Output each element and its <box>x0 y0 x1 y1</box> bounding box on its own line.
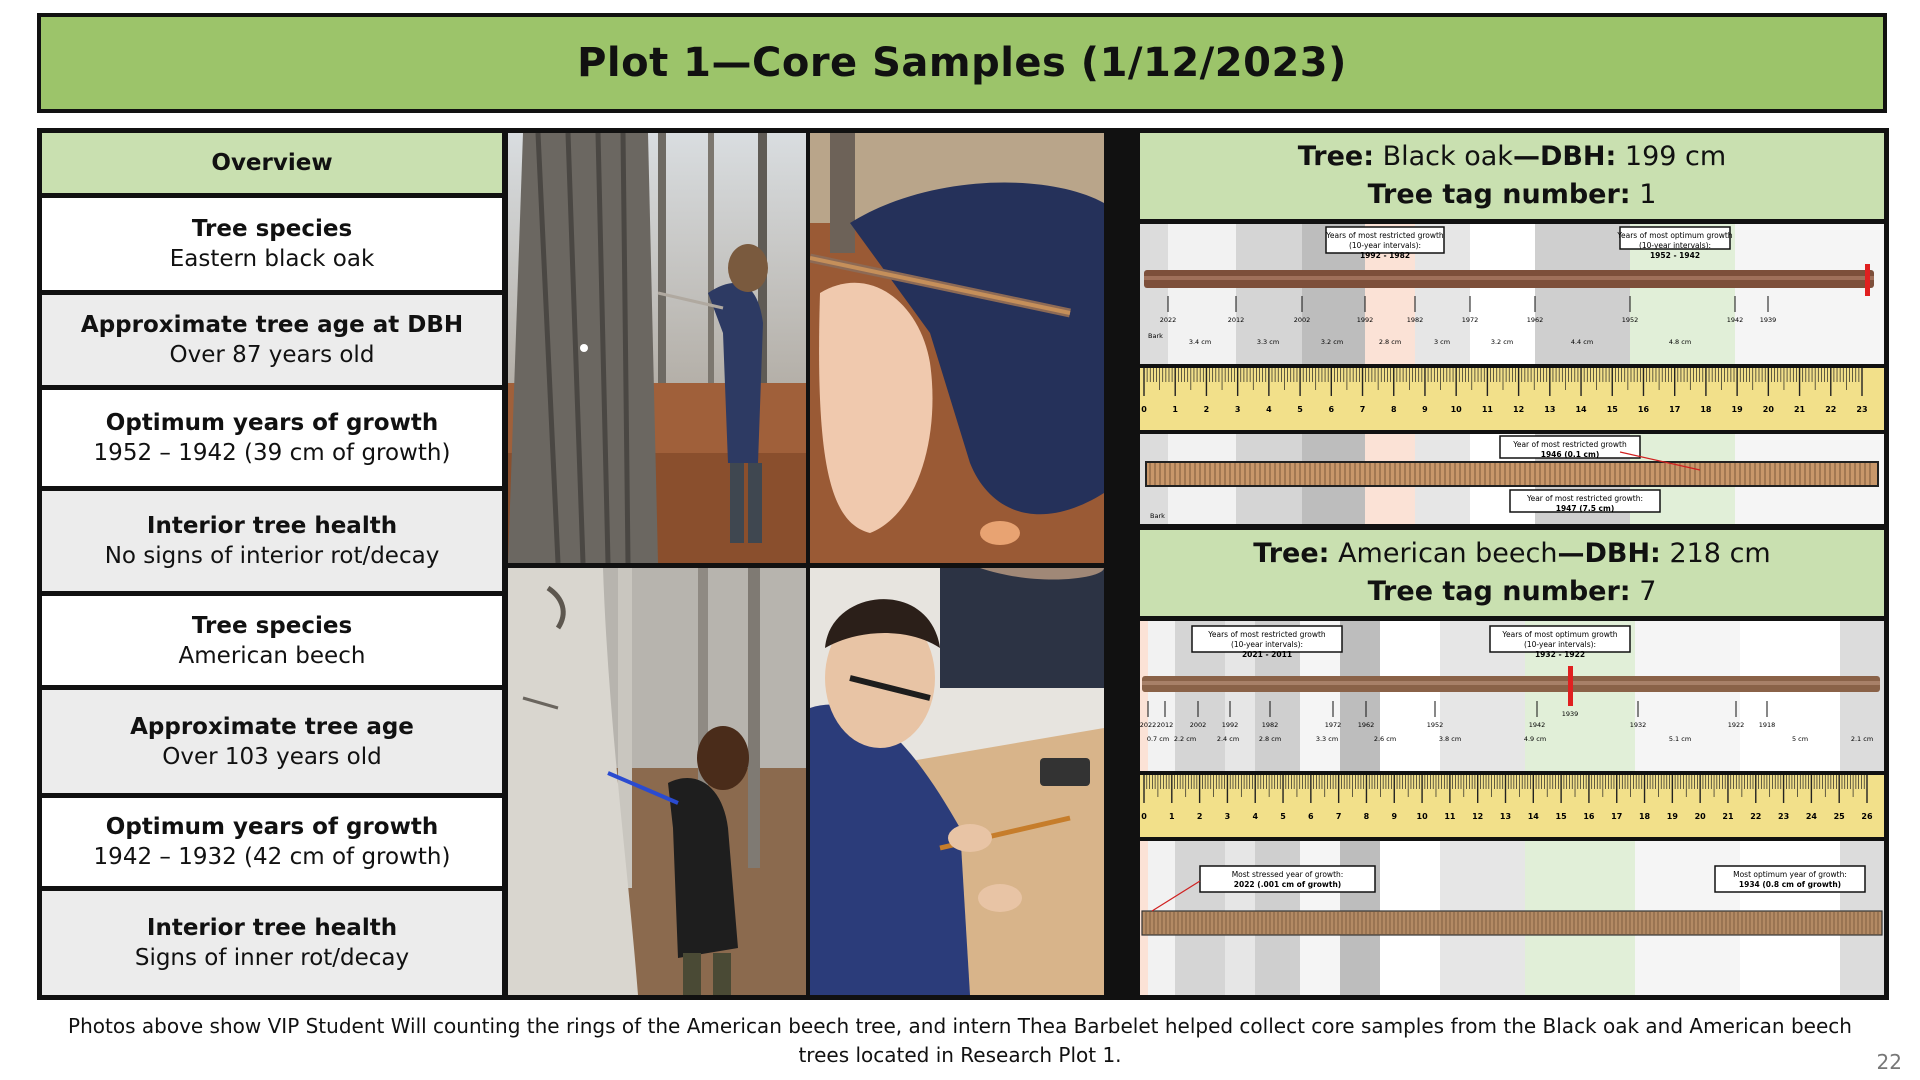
year-label: 2002 <box>1293 316 1311 324</box>
label-text: 1932 - 1922 <box>1534 650 1586 659</box>
bark-label: Bark <box>1148 332 1163 340</box>
ruler-label: 11 <box>1444 812 1456 821</box>
page-title: Plot 1—Core Samples (1/12/2023) <box>577 40 1347 86</box>
overview-row <box>42 690 502 793</box>
year-label: 1942 <box>1726 316 1744 324</box>
ruler-label: 13 <box>1544 405 1556 414</box>
ruler-label: 5 <box>1297 405 1303 414</box>
ruler-label: 8 <box>1390 405 1397 414</box>
overview-row <box>42 198 502 290</box>
tree-label: Tree: <box>1253 538 1330 569</box>
year-label: 1982 <box>1406 316 1424 324</box>
ruler-label: 3 <box>1234 405 1241 414</box>
ruler-label: 22 <box>1750 812 1762 821</box>
row-value: 1942 – 1932 (42 cm of growth) <box>93 844 451 870</box>
tree2-core-diagram <box>1140 621 1884 771</box>
dbh-value: 199 cm <box>1624 141 1727 172</box>
year-label: 1942 <box>1528 721 1546 729</box>
interval-band <box>1340 621 1380 771</box>
tree-species: American beech <box>1338 538 1558 569</box>
interval-width: 2.8 cm <box>1258 735 1282 743</box>
overview-heading: Overview <box>42 133 502 193</box>
ruler-label: 14 <box>1575 405 1587 414</box>
dbh-label: —DBH: <box>1557 538 1661 569</box>
overview-row <box>42 596 502 685</box>
interval-width: 2.2 cm <box>1173 735 1197 743</box>
row-value: Signs of inner rot/decay <box>134 945 410 971</box>
ruler-label: 7 <box>1359 405 1366 414</box>
year-label: 2022 <box>1140 721 1157 729</box>
row-label: Tree species <box>191 216 353 242</box>
ruler-label: 12 <box>1513 405 1525 414</box>
tree2-tag <box>1368 573 1657 611</box>
row-label: Optimum years of growth <box>105 410 439 436</box>
ruler-label: 16 <box>1637 405 1650 414</box>
label-text: 1947 (7.5 cm) <box>1555 504 1615 513</box>
marker-1939 <box>1568 666 1573 706</box>
year-label: 2012 <box>1227 316 1245 324</box>
ruler-label: 17 <box>1611 812 1623 821</box>
tree1-core-diagram <box>1140 224 1884 364</box>
year-label: 2002 <box>1189 721 1207 729</box>
row-label: Approximate tree age at DBH <box>80 312 464 338</box>
ruler-label: 18 <box>1638 812 1651 821</box>
year-label: 1922 <box>1727 721 1745 729</box>
ruler-label: 25 <box>1833 812 1845 821</box>
interval-width: 3.2 cm <box>1490 338 1514 346</box>
overview-row <box>42 798 502 886</box>
photo-beech-coring <box>508 568 806 995</box>
optimum-year-box <box>1715 866 1865 892</box>
ruler-label: 6 <box>1328 405 1335 414</box>
label-text: Most optimum year of growth: <box>1733 870 1847 879</box>
ruler-label: 21 <box>1793 405 1806 414</box>
row-label: Tree species <box>191 612 353 639</box>
row-value: Eastern black oak <box>169 246 375 272</box>
page-number: 22 <box>1876 1050 1902 1074</box>
overview-row <box>42 891 502 995</box>
label-text: Years of most restricted growth <box>1208 630 1326 639</box>
interval-width: 4.4 cm <box>1570 338 1594 346</box>
interval-band <box>1140 224 1168 364</box>
tree2-title <box>1253 535 1770 573</box>
ruler-label: 26 <box>1861 812 1873 821</box>
photo-black-oak-coring <box>508 133 806 563</box>
year-label: 1952 <box>1621 316 1639 324</box>
interval-band <box>1740 621 1840 771</box>
label-text: 2021 - 2011 <box>1241 650 1293 659</box>
year-label: 1972 <box>1324 721 1342 729</box>
ruler-label: 24 <box>1805 812 1817 821</box>
tree1-title <box>1298 138 1726 176</box>
stressed-year-box <box>1200 866 1375 892</box>
title-bar <box>37 13 1887 113</box>
ruler-label: 4 <box>1266 405 1272 414</box>
tree1-tag <box>1368 176 1657 214</box>
dbh-label: —DBH: <box>1512 141 1617 172</box>
year-label: 1972 <box>1461 316 1479 324</box>
core-sample-grain <box>1142 681 1880 685</box>
label-text: 1952 - 1942 <box>1649 251 1701 260</box>
interval-band <box>1635 621 1740 771</box>
year-label: 1918 <box>1758 721 1776 729</box>
interval-band <box>1148 621 1175 771</box>
main-frame <box>37 128 1889 1000</box>
interval-band <box>1380 621 1440 771</box>
row-value: Over 87 years old <box>169 342 375 368</box>
ruler-label: 13 <box>1499 812 1512 821</box>
ruler-label: 19 <box>1666 812 1678 821</box>
label-text: Years of most restricted growth <box>1326 231 1444 240</box>
interval-width: 2.6 cm <box>1373 735 1397 743</box>
ruler-label: 6 <box>1308 812 1314 821</box>
interval-band <box>1735 224 1884 364</box>
year-label: 2022 <box>1159 316 1177 324</box>
restricted-year-box-2 <box>1510 490 1660 513</box>
year-label: 1932 <box>1629 721 1647 729</box>
interval-width: 3.4 cm <box>1188 338 1212 346</box>
tag-value: 1 <box>1639 179 1657 210</box>
label-text: Year of most restricted growth: <box>1527 494 1643 503</box>
tree2-ring-diagram <box>1140 841 1884 995</box>
ruler-label: 9 <box>1422 405 1428 414</box>
tree2-ruler <box>1140 775 1884 837</box>
interval-band <box>1140 621 1148 771</box>
ruler-label: 15 <box>1555 812 1567 821</box>
ruler-label: 21 <box>1722 812 1734 821</box>
tree-label: Tree: <box>1297 141 1374 172</box>
interval-width: 2.8 cm <box>1378 338 1402 346</box>
ruler-label: 8 <box>1363 812 1370 821</box>
row-label: Approximate tree age <box>130 713 414 740</box>
ruler-label: 0 <box>1141 405 1147 414</box>
ruler-label: 10 <box>1416 812 1428 821</box>
label-text: 2022 (.001 cm of growth) <box>1233 880 1342 889</box>
ruler-label: 23 <box>1856 405 1868 414</box>
ruler-label: 16 <box>1583 812 1595 821</box>
interval-width: 0.7 cm <box>1146 735 1170 743</box>
photo-core-closeup <box>810 133 1104 563</box>
label-text: Years of most optimum growth <box>1617 231 1733 240</box>
label-text: (10-year intervals): <box>1348 241 1422 250</box>
interval-width: 3 cm <box>1433 338 1451 346</box>
label-text: 1992 - 1982 <box>1359 251 1411 260</box>
row-label: Interior tree health <box>146 513 398 539</box>
dbh-value: 218 cm <box>1669 538 1771 569</box>
ruler-label: 11 <box>1481 405 1493 414</box>
ruler-label: 23 <box>1778 812 1790 821</box>
label-text: (10-year intervals): <box>1638 241 1712 250</box>
row-value: American beech <box>178 642 366 669</box>
ruler-label: 10 <box>1450 405 1462 414</box>
photo-counting-rings <box>810 568 1104 995</box>
year-label: 1992 <box>1221 721 1239 729</box>
label-text: 1946 (0.1 cm) <box>1540 450 1600 459</box>
ruler-label: 2 <box>1203 405 1210 414</box>
row-label: Interior tree health <box>146 915 398 941</box>
ruler-label: 22 <box>1825 405 1837 414</box>
year-label: 1982 <box>1261 721 1279 729</box>
overview-row <box>42 295 502 385</box>
year-label: 1962 <box>1357 721 1375 729</box>
overview-row <box>42 491 502 591</box>
ruler-label: 15 <box>1606 405 1618 414</box>
ruler-label: 12 <box>1472 812 1484 821</box>
interval-band <box>1840 621 1884 771</box>
ruler-label: 1 <box>1169 812 1175 821</box>
tag-value: 7 <box>1639 576 1657 607</box>
tree1-header <box>1140 133 1884 219</box>
caption: Photos above show VIP Student Will counting the rings of the American beech tree, and intern Thea Barbelet helped collect core samples from the Black oak and American beech trees located in Research Plot 1. <box>68 1014 1852 1067</box>
ruler-label: 18 <box>1700 405 1712 414</box>
ruler-label: 3 <box>1224 812 1231 821</box>
interval-width: 5.1 cm <box>1668 735 1692 743</box>
interval-width: 2.4 cm <box>1216 735 1240 743</box>
interval-width: 3.3 cm <box>1256 338 1280 346</box>
label-text: (10-year intervals): <box>1523 640 1597 649</box>
year-label: 1992 <box>1356 316 1374 324</box>
overview-table <box>42 133 502 995</box>
ruler-label: 14 <box>1527 812 1539 821</box>
interval-width: 3.8 cm <box>1438 735 1462 743</box>
ruler-label: 1 <box>1172 405 1179 414</box>
year-label: 1962 <box>1526 316 1544 324</box>
year-label: 2012 <box>1156 721 1174 729</box>
core-sample-grain <box>1144 276 1874 280</box>
restricted-year-box <box>1500 436 1640 459</box>
tag-label: Tree tag number: <box>1367 576 1631 607</box>
label-text: 1934 (0.8 cm of growth) <box>1738 880 1842 889</box>
tree2-header <box>1140 530 1884 616</box>
marker-year: 1939 <box>1561 710 1579 718</box>
tree-species: Black oak <box>1382 141 1513 172</box>
ring-strip <box>1142 911 1882 935</box>
tag-label: Tree tag number: <box>1367 179 1631 210</box>
interval-width: 2.1 cm <box>1850 735 1874 743</box>
ruler-label: 19 <box>1731 405 1743 414</box>
interval-width: 4.8 cm <box>1668 338 1692 346</box>
ruler-label: 20 <box>1762 405 1774 414</box>
label-text: Year of most restricted growth <box>1513 440 1627 449</box>
ruler-label: 5 <box>1280 812 1286 821</box>
label-text: (10-year intervals): <box>1230 640 1304 649</box>
bark-label: Bark <box>1150 512 1165 520</box>
interval-width: 3.2 cm <box>1320 338 1344 346</box>
row-label: Optimum years of growth <box>105 814 439 840</box>
ruler-label: 4 <box>1252 812 1259 821</box>
interval-width: 3.3 cm <box>1315 735 1339 743</box>
label-text: Most stressed year of growth: <box>1231 870 1344 879</box>
year-label: 1939 <box>1759 316 1777 324</box>
interval-width: 5 cm <box>1791 735 1809 743</box>
year-label: 1952 <box>1426 721 1444 729</box>
ruler-label: 7 <box>1335 812 1342 821</box>
ruler-label: 2 <box>1196 812 1203 821</box>
ring-strip <box>1146 462 1878 486</box>
interval-width: 4.9 cm <box>1523 735 1547 743</box>
row-value: Over 103 years old <box>162 743 382 770</box>
ruler-label: 20 <box>1694 812 1706 821</box>
ruler-label: 17 <box>1669 405 1681 414</box>
tree1-ring-diagram <box>1140 434 1884 524</box>
ruler-label: 9 <box>1391 812 1398 821</box>
ruler-label: 0 <box>1141 812 1147 821</box>
overview-row <box>42 390 502 486</box>
row-value: No signs of interior rot/decay <box>104 543 440 569</box>
marker-1939 <box>1865 264 1870 296</box>
row-value: 1952 – 1942 (39 cm of growth) <box>93 440 451 466</box>
tree1-ruler <box>1140 368 1884 430</box>
label-text: Years of most optimum growth <box>1502 630 1618 639</box>
